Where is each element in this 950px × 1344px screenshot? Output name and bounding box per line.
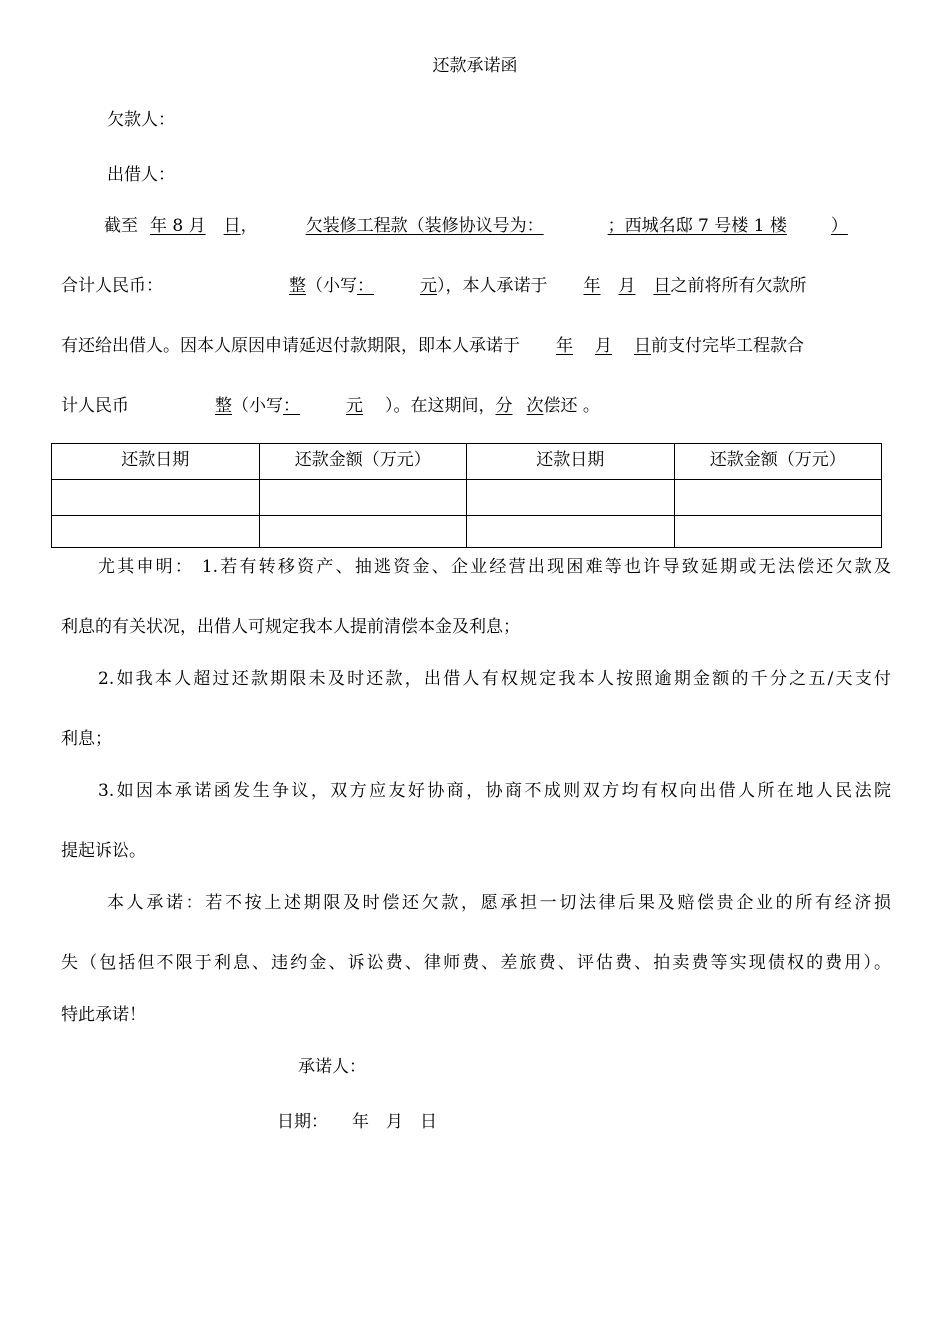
table-cell <box>52 516 260 548</box>
amount-figure-blank: ： 元 <box>357 276 437 296</box>
debt-description: 欠装修工程款（装修协议号为： ；西城名邸 7 号楼 1 楼 ） <box>305 216 848 236</box>
table-cell <box>259 516 467 548</box>
table-cell <box>674 516 882 548</box>
table-row <box>52 480 882 516</box>
date-label: 日期： <box>277 1112 328 1132</box>
clause-1-line-2: 利息的有关状况，出借人可规定我本人提前清偿本金及利息； <box>61 617 520 637</box>
table-row <box>52 516 882 548</box>
date-value: 年 月 日 <box>352 1112 437 1132</box>
header-repay-amount-1: 还款金额（万元） <box>259 444 467 480</box>
paragraph-1-line-2: 合计人民币： 整（小写： 元），本人承诺于 年 月 日之前将所有欠款所 <box>61 276 807 296</box>
table-cell <box>467 516 675 548</box>
paragraph-1-line-4: 计人民币 整（小写： 元 ）。在这期间，分 次偿还 。 <box>61 396 600 416</box>
table-header-row <box>52 444 882 480</box>
header-repay-date-2: 还款日期 <box>467 444 675 480</box>
clause-2-line-1: 2.如我本人超过还款期限未及时还款，出借人有权规定我本人按照逾期金额的千分之五/天支付 <box>98 669 891 689</box>
clause-3-line-2: 提起诉讼。 <box>61 841 146 861</box>
table-cell <box>674 480 882 516</box>
table-cell <box>259 480 467 516</box>
amount-words-blank: 整 <box>289 276 306 296</box>
paragraph-1-line-3: 有还给出借人。因本人原因申请延迟付款期限，即本人承诺于 年 月 日前支付完毕工程款合 <box>61 336 804 356</box>
promise-line-2: 失（包括但不限于利息、违约金、诉讼费、律师费、差旅费、评估费、拍卖费等实现债权的费用）。 <box>61 953 891 973</box>
clause-1-line-1: 尤其申明： 1.若有转移资产、抽逃资金、企业经营出现困难等也许导致延期或无法偿还欠款及 <box>98 557 891 577</box>
header-repay-amount-2: 还款金额（万元） <box>674 444 882 480</box>
table-cell <box>467 480 675 516</box>
table-cell <box>52 480 260 516</box>
document-title: 还款承诺函 <box>432 56 518 76</box>
promise-line-3: 特此承诺！ <box>61 1005 146 1025</box>
lender-label: 出借人： <box>107 165 175 185</box>
installments-blank: 分 次 <box>495 396 544 416</box>
clause-2-line-2: 利息； <box>61 729 112 749</box>
repayment-schedule-table <box>51 443 882 548</box>
promisor-label: 承诺人： <box>298 1057 366 1077</box>
header-repay-date-1: 还款日期 <box>52 444 260 480</box>
promise-date-blank: 年 月 日 <box>583 276 671 296</box>
total-figure-blank: ： 元 <box>283 396 363 416</box>
clause-3-line-1: 3.如因本承诺函发生争议，双方应友好协商，协商不成则双方均有权向出借人所在地人民法院 <box>98 781 891 801</box>
total-words-blank: 整 <box>215 396 232 416</box>
year-month-blank: 年 8 月 日 <box>150 216 241 236</box>
deadline-date-blank: 年 月 日 <box>556 336 651 356</box>
debtor-label: 欠款人： <box>107 110 175 130</box>
promise-line-1: 本人承诺：若不按上述期限及时偿还欠款，愿承担一切法律后果及赔偿贵企业的所有经济损 <box>107 893 891 913</box>
paragraph-1-line-1: 截至 年 8 月 日， 欠装修工程款（装修协议号为： ；西城名邸 7 号楼 1 楼 ） <box>104 216 848 236</box>
